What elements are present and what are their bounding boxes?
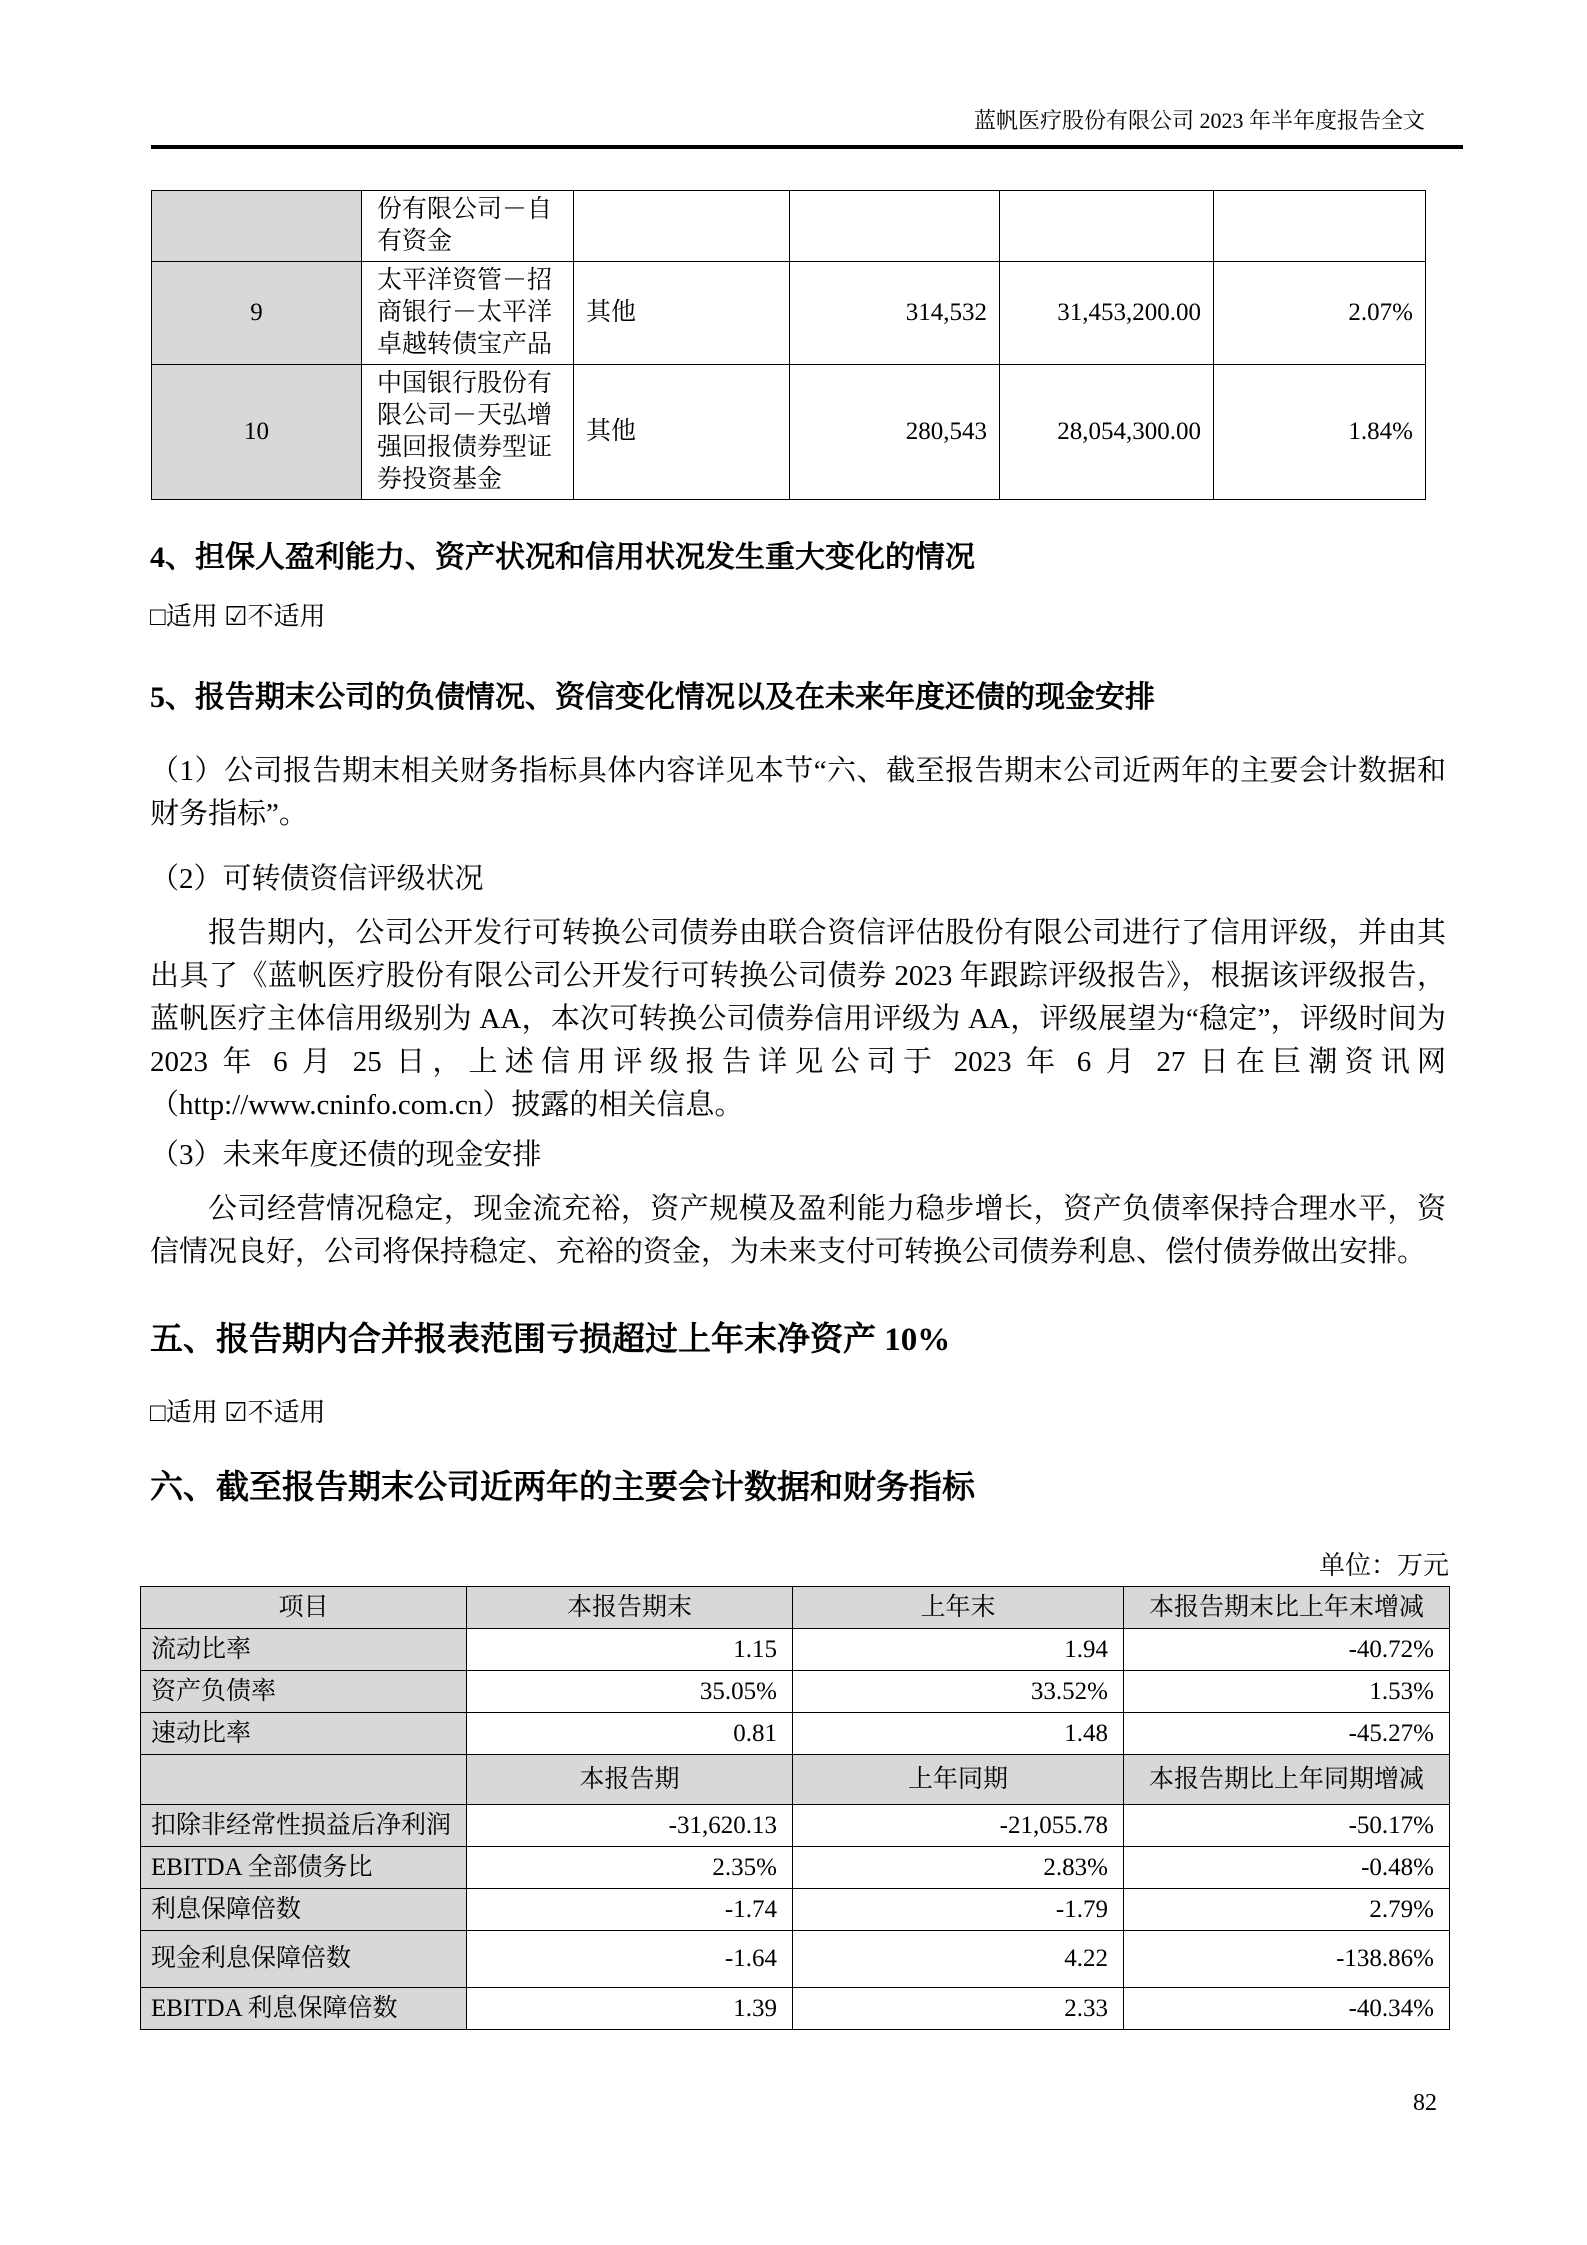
header-cell: 上年同期 (793, 1755, 1124, 1805)
holder-type-cell: 其他 (574, 262, 790, 365)
value-cell: -1.64 (467, 1931, 793, 1988)
shares-cell: 280,543 (790, 365, 1000, 500)
indicator-label-cell: 资产负债率 (141, 1671, 467, 1713)
value-cell: -1.74 (467, 1889, 793, 1931)
financial-indicators-table (140, 1586, 1450, 2030)
header-cell: 本报告期 (467, 1755, 793, 1805)
value-cell: -0.48% (1124, 1847, 1450, 1889)
header-cell: 项目 (141, 1587, 467, 1629)
section-5-heading: 5、报告期末公司的负债情况、资信变化情况以及在未来年度还债的现金安排 (150, 681, 1155, 714)
paragraph-2-subheading: （2）可转债资信评级状况 (150, 863, 484, 895)
shares-cell (790, 191, 1000, 262)
paragraph-4-subheading: （3）未来年度还债的现金安排 (150, 1139, 542, 1171)
row-number-cell: 9 (152, 262, 362, 365)
holder-name-cell: 太平洋资管－招商银行－太平洋卓越转债宝产品 (362, 262, 574, 365)
indicator-label-cell: EBITDA 利息保障倍数 (141, 1988, 467, 2030)
table-row (141, 1988, 1450, 2030)
page-header (151, 106, 1425, 136)
header-title: 蓝帆医疗股份有限公司 2023 年半年度报告全文 (973, 108, 1425, 133)
holder-type-cell: 其他 (574, 365, 790, 500)
value-cell: -40.72% (1124, 1629, 1450, 1671)
indicator-label-cell: 扣除非经常性损益后净利润 (141, 1805, 467, 1847)
value-cell: 35.05% (467, 1671, 793, 1713)
header-cell: 本报告期末 (467, 1587, 793, 1629)
holder-name-cell: 中国银行股份有限公司－天弘增强回报债券型证券投资基金 (362, 365, 574, 500)
table-row (141, 1889, 1450, 1931)
applicability-line: □适用 ☑不适用 (150, 602, 326, 631)
amount-cell (1000, 191, 1214, 262)
paragraph-1: （1）公司报告期末相关财务指标具体内容详见本节“六、截至报告期末公司近两年的主要会计数据和财务指标”。 (150, 755, 1446, 830)
value-cell: 2.35% (467, 1847, 793, 1889)
table-row (141, 1671, 1450, 1713)
shares-cell: 314,532 (790, 262, 1000, 365)
value-cell: -45.27% (1124, 1713, 1450, 1755)
value-cell: -40.34% (1124, 1988, 1450, 2030)
table-header-row (141, 1587, 1450, 1629)
ratio-cell: 2.07% (1214, 262, 1426, 365)
value-cell: -31,620.13 (467, 1805, 793, 1847)
holder-name-cell: 份有限公司－自有资金 (362, 191, 574, 262)
value-cell: 1.15 (467, 1629, 793, 1671)
value-cell: 33.52% (793, 1671, 1124, 1713)
applicability-line: □适用 ☑不适用 (150, 1398, 326, 1427)
unit-label: 单位：万元 (1318, 1551, 1449, 1580)
value-cell: 1.39 (467, 1988, 793, 2030)
indicator-label-cell: 流动比率 (141, 1629, 467, 1671)
table-row (152, 365, 1426, 500)
row-number-cell: 10 (152, 365, 362, 500)
table-row (141, 1805, 1450, 1847)
indicator-label-cell: 利息保障倍数 (141, 1889, 467, 1931)
header-cell: 上年末 (793, 1587, 1124, 1629)
table-row (141, 1629, 1450, 1671)
value-cell: 1.94 (793, 1629, 1124, 1671)
table-row (152, 191, 1426, 262)
paragraph-3: 报告期内，公司公开发行可转换公司债券由联合资信评估股份有限公司进行了信用评级，并由其出具了《蓝帆医疗股份有限公司公开发行可转换公司债券 2023 年跟踪评级报告》，根据该评级报告，蓝帆医疗主体信用级别为 AA，本次可转换公司债券信用评级为 AA，评级展望为“稳定”，评级时间为 2023 年 6 月 25 日，上述信用评级报告详见公司于 2023 年 6 月 27 日在巨潮资讯网（http://www.cninfo.com.cn）披露的相关信息。 (150, 917, 1446, 1121)
paragraph-5: 公司经营情况稳定，现金流充裕，资产规模及盈利能力稳步增长，资产负债率保持合理水平，资信情况良好，公司将保持稳定、充裕的资金，为未来支付可转换公司债券利息、偿付债券做出安排。 (150, 1193, 1446, 1268)
value-cell: 0.81 (467, 1713, 793, 1755)
indicator-label-cell: 现金利息保障倍数 (141, 1931, 467, 1988)
ratio-cell: 1.84% (1214, 365, 1426, 500)
page-number: 82 (1413, 2090, 1437, 2116)
section-6cn-heading: 六、截至报告期末公司近两年的主要会计数据和财务指标 (150, 1470, 975, 1506)
table-header-row (141, 1755, 1450, 1805)
amount-cell: 28,054,300.00 (1000, 365, 1214, 500)
value-cell: 2.83% (793, 1847, 1124, 1889)
value-cell: -1.79 (793, 1889, 1124, 1931)
amount-cell: 31,453,200.00 (1000, 262, 1214, 365)
header-cell: 本报告期比上年同期增减 (1124, 1755, 1450, 1805)
value-cell: -50.17% (1124, 1805, 1450, 1847)
section-4-heading: 4、担保人盈利能力、资产状况和信用状况发生重大变化的情况 (150, 541, 975, 574)
header-cell (141, 1755, 467, 1805)
bond-holders-table (151, 190, 1426, 500)
value-cell: -138.86% (1124, 1931, 1450, 1988)
value-cell: -21,055.78 (793, 1805, 1124, 1847)
indicator-label-cell: 速动比率 (141, 1713, 467, 1755)
value-cell: 1.48 (793, 1713, 1124, 1755)
table-row (141, 1847, 1450, 1889)
table-row (141, 1931, 1450, 1988)
indicator-label-cell: EBITDA 全部债务比 (141, 1847, 467, 1889)
table-row (152, 262, 1426, 365)
header-cell: 本报告期末比上年末增减 (1124, 1587, 1450, 1629)
value-cell: 1.53% (1124, 1671, 1450, 1713)
ratio-cell (1214, 191, 1426, 262)
section-5cn-heading: 五、报告期内合并报表范围亏损超过上年末净资产 10% (150, 1322, 951, 1358)
row-number-cell (152, 191, 362, 262)
header-rule (151, 145, 1463, 149)
value-cell: 2.33 (793, 1988, 1124, 2030)
table-row (141, 1713, 1450, 1755)
value-cell: 2.79% (1124, 1889, 1450, 1931)
holder-type-cell (574, 191, 790, 262)
value-cell: 4.22 (793, 1931, 1124, 1988)
